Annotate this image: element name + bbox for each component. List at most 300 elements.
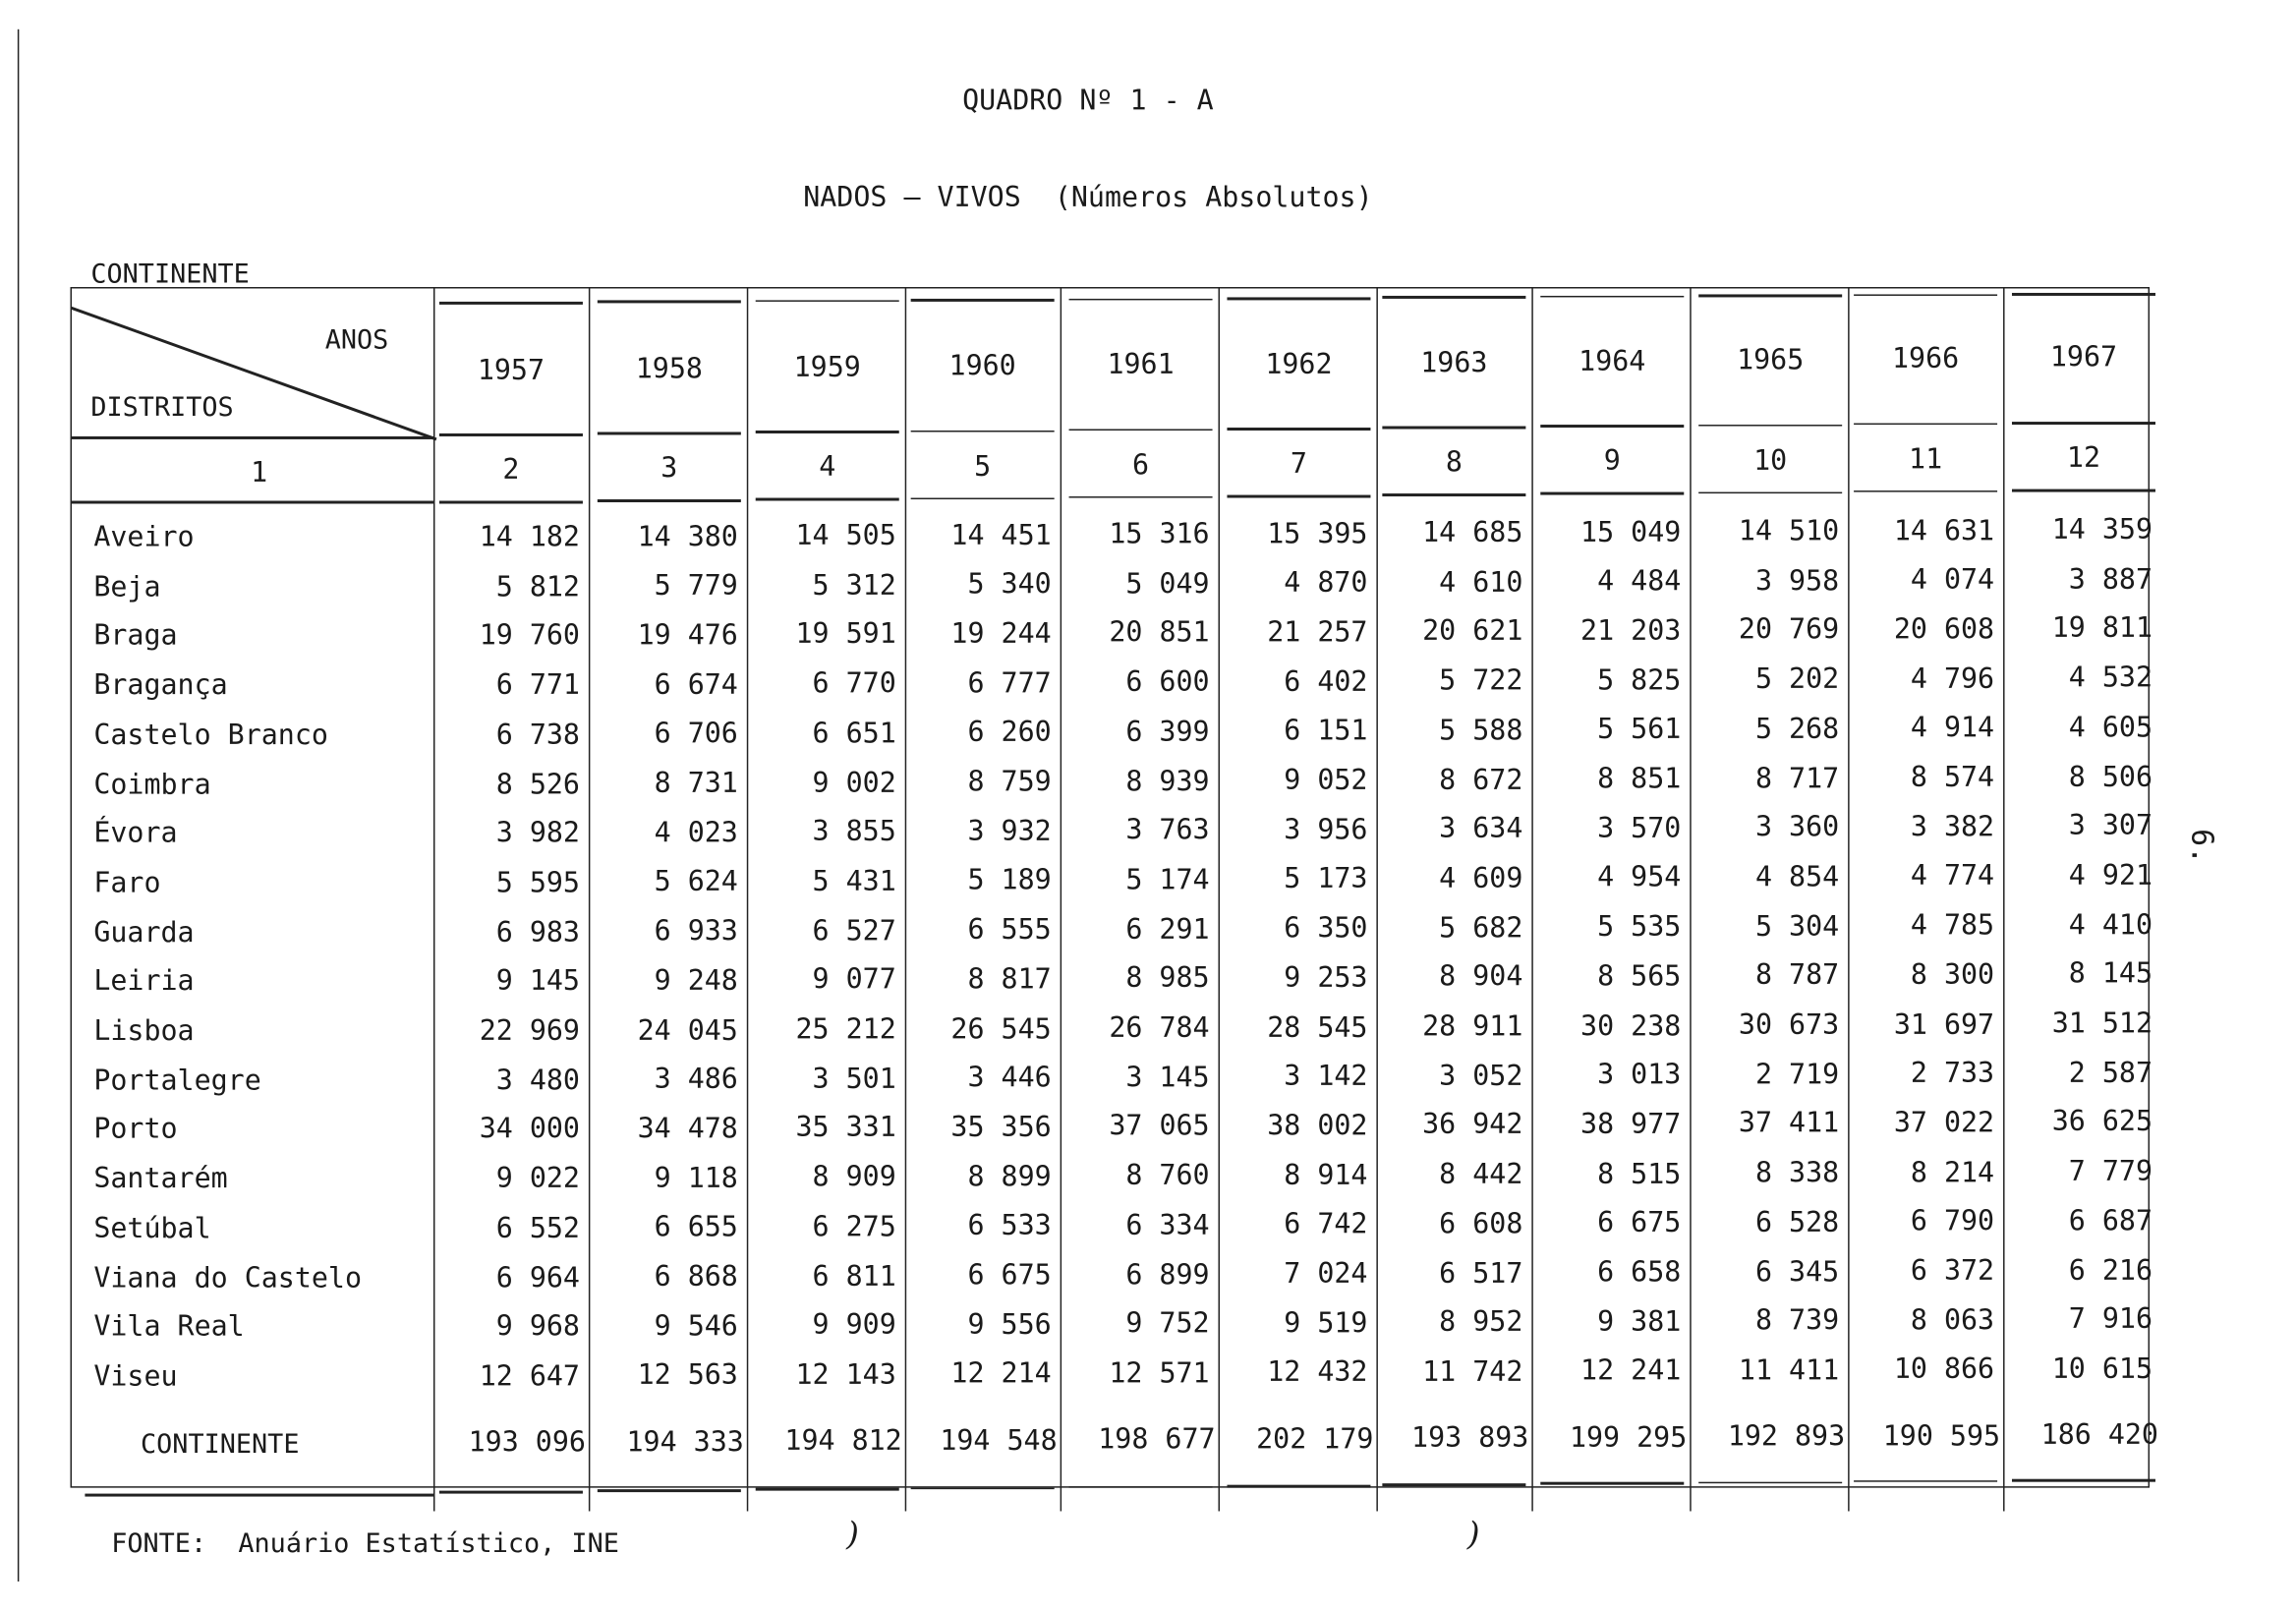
header-rule — [71, 501, 433, 503]
table-cell: 4 484 — [1597, 565, 1682, 599]
table-cell: 31 697 — [1893, 1007, 1995, 1041]
header-rule — [439, 302, 583, 304]
column-number: 2 — [502, 453, 520, 487]
table-cell: 6 600 — [1125, 665, 1210, 699]
table-cell: 24 045 — [637, 1013, 738, 1047]
table-cell: 7 779 — [2068, 1155, 2153, 1188]
header-distritos: DISTRITOS — [90, 392, 234, 424]
year-header: 1965 — [1737, 343, 1805, 376]
table-cell: 4 610 — [1439, 566, 1523, 599]
table-cell: 4 774 — [1910, 860, 1995, 892]
header-rule — [1698, 424, 1842, 426]
table-cell: 3 501 — [812, 1063, 896, 1095]
header-rule — [1382, 493, 1525, 495]
table-cell: 26 545 — [950, 1012, 1052, 1045]
table-cell: 34 000 — [479, 1113, 580, 1146]
table-cell: 6 674 — [654, 668, 738, 702]
table-cell: 6 868 — [654, 1260, 738, 1294]
table-cell: 3 958 — [1754, 564, 1840, 598]
header-rule — [756, 498, 899, 500]
district-label: Viseu — [93, 1359, 178, 1393]
table-cell: 20 608 — [1893, 613, 1995, 646]
table-cell: 6 527 — [812, 914, 896, 948]
table-cell: 6 933 — [654, 915, 738, 949]
table-cell: 8 787 — [1754, 959, 1840, 993]
table-subtitle: NADOS — VIVOS (Números Absolutos) — [803, 181, 1373, 214]
table-title: QUADRO Nº 1 - A — [962, 85, 1214, 118]
table-cell: 3 932 — [967, 815, 1052, 848]
table-cell: 5 202 — [1754, 663, 1840, 696]
table-cell: 6 790 — [1910, 1205, 1995, 1238]
table-cell: 8 759 — [967, 766, 1052, 798]
table-cell: 8 939 — [1125, 765, 1210, 798]
table-cell: 2 733 — [1910, 1057, 1995, 1090]
table-cell: 4 870 — [1284, 566, 1368, 600]
table-cell: 5 312 — [812, 569, 896, 602]
column-separator — [1061, 287, 1062, 1511]
table-cell: 4 609 — [1439, 862, 1523, 895]
table-bottom-rule — [85, 1494, 433, 1496]
year-header: 1959 — [793, 351, 861, 384]
table-cell: 8 717 — [1754, 762, 1840, 795]
table-cell: 28 911 — [1422, 1009, 1523, 1043]
table-cell: 5 825 — [1597, 663, 1682, 697]
table-cell: 4 921 — [2068, 859, 2153, 892]
table-cell: 9 145 — [495, 965, 580, 998]
year-header: 1957 — [477, 354, 545, 387]
district-label: Santarém — [93, 1163, 228, 1195]
header-rule — [2012, 1479, 2155, 1481]
table-cell: 3 446 — [967, 1062, 1052, 1095]
header-rule — [598, 301, 741, 303]
left-margin-rule — [18, 29, 19, 1582]
table-cell: 22 969 — [479, 1014, 580, 1048]
table-cell: 11 742 — [1422, 1355, 1523, 1389]
district-label: Beja — [93, 570, 161, 604]
district-label: Lisboa — [93, 1014, 195, 1048]
year-header: 1962 — [1265, 347, 1333, 380]
column-number: 12 — [2066, 441, 2101, 475]
header-rule — [1540, 1482, 1684, 1484]
table-cell: 5 431 — [812, 865, 896, 898]
table-cell: 5 268 — [1754, 713, 1840, 746]
table-cell: 8 214 — [1910, 1156, 1995, 1189]
header-rule — [756, 300, 899, 302]
table-cell: 9 248 — [654, 964, 738, 998]
table-cell: 6 777 — [967, 666, 1052, 700]
column-separator — [1531, 287, 1532, 1511]
district-label: Braga — [93, 619, 178, 653]
district-label: Viana do Castelo — [93, 1261, 363, 1295]
table-cell: 6 260 — [967, 716, 1052, 749]
table-cell: 30 673 — [1738, 1008, 1840, 1042]
table-cell: 9 909 — [812, 1309, 896, 1342]
table-cell: 3 480 — [495, 1064, 580, 1097]
table-cell: 6 738 — [495, 719, 580, 751]
table-cell: 8 985 — [1125, 962, 1210, 996]
header-rule — [2012, 422, 2155, 424]
total-cell: 194 333 — [626, 1425, 744, 1459]
column-separator — [589, 287, 590, 1511]
table-cell: 8 063 — [1910, 1303, 1995, 1337]
district-label: Setúbal — [93, 1212, 211, 1245]
table-cell: 3 142 — [1284, 1060, 1368, 1093]
page-number: 6. — [2184, 829, 2220, 865]
header-rule — [598, 1489, 741, 1491]
total-cell: 193 893 — [1411, 1421, 1529, 1455]
table-cell: 30 238 — [1580, 1009, 1682, 1042]
table-cell: 9 556 — [967, 1308, 1052, 1342]
header-rule — [756, 1488, 899, 1490]
table-cell: 3 145 — [1125, 1061, 1210, 1094]
district-label: Portalegre — [93, 1064, 261, 1097]
header-rule — [1540, 296, 1684, 298]
header-rule — [756, 432, 899, 433]
table-cell: 8 817 — [967, 962, 1052, 996]
table-cell: 26 784 — [1109, 1011, 1210, 1045]
table-cell: 20 621 — [1422, 615, 1523, 649]
header-rule — [1069, 429, 1213, 431]
total-cell: 194 812 — [784, 1424, 902, 1458]
table-cell: 14 182 — [479, 521, 580, 554]
header-rule — [1069, 1486, 1213, 1488]
table-cell: 6 651 — [812, 717, 896, 750]
table-cell: 3 855 — [812, 816, 896, 848]
table-cell: 21 257 — [1267, 616, 1368, 649]
header-rule — [911, 430, 1055, 432]
table-cell: 3 052 — [1439, 1060, 1523, 1092]
table-cell: 8 145 — [2068, 957, 2153, 991]
table-cell: 15 049 — [1580, 516, 1682, 548]
total-row-label: CONTINENTE — [141, 1429, 300, 1461]
table-cell: 31 512 — [2051, 1007, 2153, 1040]
header-rule — [1069, 496, 1213, 498]
table-cell: 5 779 — [654, 569, 738, 603]
header-rule — [1854, 294, 1997, 296]
table-cell: 12 241 — [1580, 1354, 1682, 1388]
table-cell: 3 763 — [1125, 814, 1210, 847]
table-cell: 4 854 — [1754, 860, 1840, 893]
table-cell: 8 760 — [1125, 1160, 1210, 1192]
table-cell: 6 151 — [1284, 715, 1368, 748]
column-number: 8 — [1445, 446, 1463, 480]
pen-mark: ) — [1466, 1517, 1480, 1554]
header-rule — [911, 1487, 1055, 1489]
district-label: Aveiro — [93, 521, 195, 554]
column-separator — [2003, 287, 2004, 1511]
table-cell: 8 899 — [967, 1160, 1052, 1193]
header-rule — [911, 497, 1055, 499]
table-cell: 6 350 — [1284, 912, 1368, 946]
table-cell: 20 769 — [1738, 613, 1840, 647]
table-cell: 15 395 — [1267, 517, 1368, 550]
year-header: 1961 — [1107, 349, 1175, 381]
table-cell: 5 340 — [967, 568, 1052, 602]
table-cell: 10 866 — [1893, 1353, 1995, 1386]
column-number: 1 — [251, 456, 268, 489]
table-cell: 5 189 — [967, 864, 1052, 897]
table-cell: 6 275 — [812, 1210, 896, 1243]
header-rule — [598, 432, 741, 434]
total-cell: 199 295 — [1569, 1420, 1688, 1454]
column-number: 6 — [1132, 449, 1150, 482]
table-cell: 3 486 — [654, 1063, 738, 1096]
table-cell: 8 739 — [1754, 1304, 1840, 1338]
header-rule — [1382, 1483, 1525, 1485]
table-cell: 5 535 — [1597, 910, 1682, 944]
header-rule — [1382, 297, 1525, 299]
table-cell: 10 615 — [2051, 1352, 2153, 1386]
table-cell: 8 731 — [654, 767, 738, 800]
year-header: 1966 — [1891, 342, 1960, 375]
table-cell: 6 291 — [1125, 913, 1210, 946]
table-cell: 12 647 — [479, 1359, 580, 1393]
table-cell: 6 687 — [2068, 1204, 2153, 1237]
header-rule — [1854, 423, 1997, 425]
table-cell: 3 634 — [1439, 813, 1523, 845]
column-separator — [1219, 287, 1220, 1511]
table-cell: 35 356 — [950, 1111, 1052, 1144]
district-label: Coimbra — [93, 768, 211, 801]
header-rule — [2012, 489, 2155, 491]
column-number: 4 — [819, 451, 836, 485]
table-cell: 8 952 — [1439, 1306, 1523, 1339]
table-cell: 20 851 — [1109, 616, 1210, 650]
table-cell: 8 914 — [1284, 1159, 1368, 1192]
table-cell: 5 595 — [495, 866, 580, 899]
header-rule — [1698, 295, 1842, 297]
header-rule — [1227, 428, 1370, 430]
table-cell: 8 672 — [1439, 763, 1523, 796]
district-label: Évora — [93, 817, 178, 850]
table-cell: 8 300 — [1910, 958, 1995, 992]
table-cell: 5 722 — [1439, 664, 1523, 698]
header-rule — [1854, 490, 1997, 492]
header-rule — [71, 436, 433, 438]
table-cell: 8 338 — [1754, 1157, 1840, 1189]
table-cell: 4 954 — [1597, 861, 1682, 894]
column-number: 10 — [1753, 444, 1788, 478]
column-separator — [1690, 287, 1691, 1511]
table-cell: 37 065 — [1109, 1110, 1210, 1143]
table-cell: 8 851 — [1597, 763, 1682, 795]
table-cell: 3 982 — [495, 817, 580, 850]
table-cell: 6 675 — [967, 1259, 1052, 1293]
table-cell: 6 555 — [967, 913, 1052, 947]
district-label: Faro — [93, 866, 161, 899]
table-cell: 21 203 — [1580, 614, 1682, 648]
table-cell: 6 706 — [654, 718, 738, 751]
table-cell: 3 956 — [1284, 813, 1368, 846]
table-cell: 6 742 — [1284, 1208, 1368, 1241]
table-cell: 9 022 — [495, 1163, 580, 1195]
column-number: 7 — [1290, 447, 1307, 481]
table-cell: 38 002 — [1267, 1110, 1368, 1142]
source-footer: FONTE: Anuário Estatístico, INE — [111, 1528, 619, 1560]
total-cell: 193 096 — [468, 1426, 586, 1459]
table-cell: 36 625 — [2051, 1106, 2153, 1139]
year-header: 1960 — [948, 350, 1016, 383]
header-anos: ANOS — [324, 324, 389, 357]
header-rule — [1540, 426, 1684, 428]
district-label: Vila Real — [93, 1310, 245, 1344]
header-rule — [1227, 297, 1370, 299]
header-rule — [1698, 1481, 1842, 1483]
region-label: CONTINENTE — [90, 259, 250, 290]
column-number: 5 — [974, 450, 992, 484]
table-cell: 4 914 — [1910, 712, 1995, 745]
table-cell: 6 770 — [812, 667, 896, 701]
table-cell: 3 360 — [1754, 811, 1840, 844]
table-cell: 14 510 — [1738, 515, 1840, 548]
table-cell: 9 519 — [1284, 1306, 1368, 1340]
table-cell: 6 658 — [1597, 1256, 1682, 1290]
table-cell: 12 563 — [637, 1359, 738, 1392]
table-cell: 6 345 — [1754, 1255, 1840, 1289]
table-cell: 8 506 — [2068, 760, 2153, 793]
table-cell: 5 173 — [1284, 863, 1368, 895]
table-cell: 3 382 — [1910, 810, 1995, 843]
header-rule — [439, 1491, 583, 1493]
table-cell: 6 675 — [1597, 1207, 1682, 1239]
table-cell: 9 118 — [654, 1162, 738, 1195]
year-header: 1958 — [635, 353, 703, 385]
table-cell: 4 532 — [2068, 662, 2153, 695]
total-cell: 190 595 — [1882, 1419, 2001, 1453]
table-cell: 14 451 — [950, 519, 1052, 551]
total-cell: 202 179 — [1256, 1422, 1374, 1456]
table-cell: 6 402 — [1284, 665, 1368, 699]
table-cell: 8 526 — [495, 768, 580, 801]
table-cell: 6 372 — [1910, 1254, 1995, 1288]
table-cell: 12 571 — [1109, 1356, 1210, 1390]
table-cell: 34 478 — [637, 1113, 738, 1145]
column-number: 3 — [660, 452, 678, 486]
total-cell: 198 677 — [1098, 1423, 1216, 1456]
header-rule — [598, 499, 741, 501]
district-label: Porto — [93, 1113, 178, 1146]
district-label: Bragança — [93, 668, 228, 702]
table-cell: 9 253 — [1284, 961, 1368, 995]
table-cell: 9 752 — [1125, 1307, 1210, 1341]
table-cell: 25 212 — [795, 1012, 896, 1046]
table-cell: 4 023 — [654, 816, 738, 849]
table-cell: 6 964 — [495, 1261, 580, 1295]
table-cell: 4 605 — [2068, 711, 2153, 744]
table-cell: 5 049 — [1125, 567, 1210, 601]
table-cell: 6 517 — [1439, 1256, 1523, 1290]
table-cell: 6 811 — [812, 1259, 896, 1293]
table-cell: 5 624 — [654, 866, 738, 898]
total-cell: 194 548 — [940, 1423, 1058, 1457]
table-cell: 12 143 — [795, 1358, 896, 1392]
table-cell: 8 909 — [812, 1161, 896, 1194]
table-cell: 9 077 — [812, 963, 896, 997]
table-cell: 35 331 — [795, 1112, 896, 1145]
table-cell: 6 552 — [495, 1212, 580, 1245]
column-separator — [747, 287, 748, 1511]
table-cell: 19 811 — [2051, 612, 2153, 646]
total-cell: 192 893 — [1727, 1420, 1846, 1453]
table-cell: 37 022 — [1893, 1107, 1995, 1139]
header-rule — [1069, 298, 1213, 300]
table-cell: 9 968 — [495, 1310, 580, 1344]
table-cell: 5 561 — [1597, 713, 1682, 746]
table-cell: 7 024 — [1284, 1257, 1368, 1291]
district-label: Leiria — [93, 965, 195, 998]
table-cell: 3 887 — [2068, 563, 2153, 596]
header-rule — [911, 299, 1055, 301]
table-cell: 14 380 — [637, 520, 738, 553]
table-cell: 6 399 — [1125, 716, 1210, 748]
table-cell: 6 216 — [2068, 1254, 2153, 1287]
table-cell: 8 904 — [1439, 960, 1523, 994]
table-cell: 6 899 — [1125, 1258, 1210, 1292]
table-cell: 14 359 — [2051, 513, 2153, 547]
table-cell: 8 442 — [1439, 1158, 1523, 1191]
table-cell: 3 570 — [1597, 812, 1682, 845]
table-cell: 6 608 — [1439, 1207, 1523, 1240]
header-rule — [1854, 1480, 1997, 1482]
table-cell: 14 685 — [1422, 516, 1523, 549]
district-label: Castelo Branco — [93, 719, 328, 751]
table-cell: 7 916 — [2068, 1303, 2153, 1336]
table-cell: 2 719 — [1754, 1058, 1840, 1091]
table-cell: 5 304 — [1754, 910, 1840, 943]
year-header: 1964 — [1578, 345, 1646, 377]
total-cell: 186 420 — [2040, 1418, 2158, 1452]
table-cell: 5 174 — [1125, 863, 1210, 896]
table-cell: 3 307 — [2068, 810, 2153, 842]
column-number: 11 — [1909, 443, 1943, 476]
table-cell: 3 013 — [1597, 1059, 1682, 1092]
header-rule — [439, 433, 583, 435]
header-rule — [1382, 427, 1525, 429]
pen-mark: ) — [846, 1517, 859, 1554]
table-cell: 4 074 — [1910, 563, 1995, 597]
table-cell: 12 432 — [1267, 1356, 1368, 1389]
year-header: 1967 — [2049, 341, 2118, 374]
table-cell: 14 505 — [795, 519, 896, 552]
year-header: 1963 — [1420, 346, 1488, 379]
table-cell: 4 785 — [1910, 909, 1995, 943]
table-cell: 9 052 — [1284, 764, 1368, 797]
table-cell: 8 565 — [1597, 960, 1682, 993]
table-cell: 37 411 — [1738, 1107, 1840, 1140]
table-cell: 14 631 — [1893, 514, 1995, 547]
district-label: Guarda — [93, 916, 195, 949]
header-rule — [439, 501, 583, 503]
table-cell: 6 983 — [495, 916, 580, 949]
table-cell: 8 574 — [1910, 761, 1995, 794]
table-cell: 6 655 — [654, 1211, 738, 1244]
table-cell: 5 588 — [1439, 714, 1523, 747]
table-cell: 11 411 — [1738, 1353, 1840, 1387]
table-cell: 36 942 — [1422, 1109, 1523, 1142]
table-cell: 2 587 — [2068, 1057, 2153, 1089]
table-cell: 6 528 — [1754, 1206, 1840, 1239]
table-cell: 5 812 — [495, 570, 580, 604]
table-cell: 19 244 — [950, 617, 1052, 651]
table-cell: 19 591 — [795, 618, 896, 652]
header-rule — [1698, 491, 1842, 493]
table-cell: 19 760 — [479, 619, 580, 653]
column-number: 9 — [1603, 445, 1621, 479]
table-cell: 28 545 — [1267, 1010, 1368, 1044]
header-rule — [1227, 495, 1370, 497]
table-cell: 5 682 — [1439, 911, 1523, 945]
table-cell: 9 546 — [654, 1309, 738, 1343]
